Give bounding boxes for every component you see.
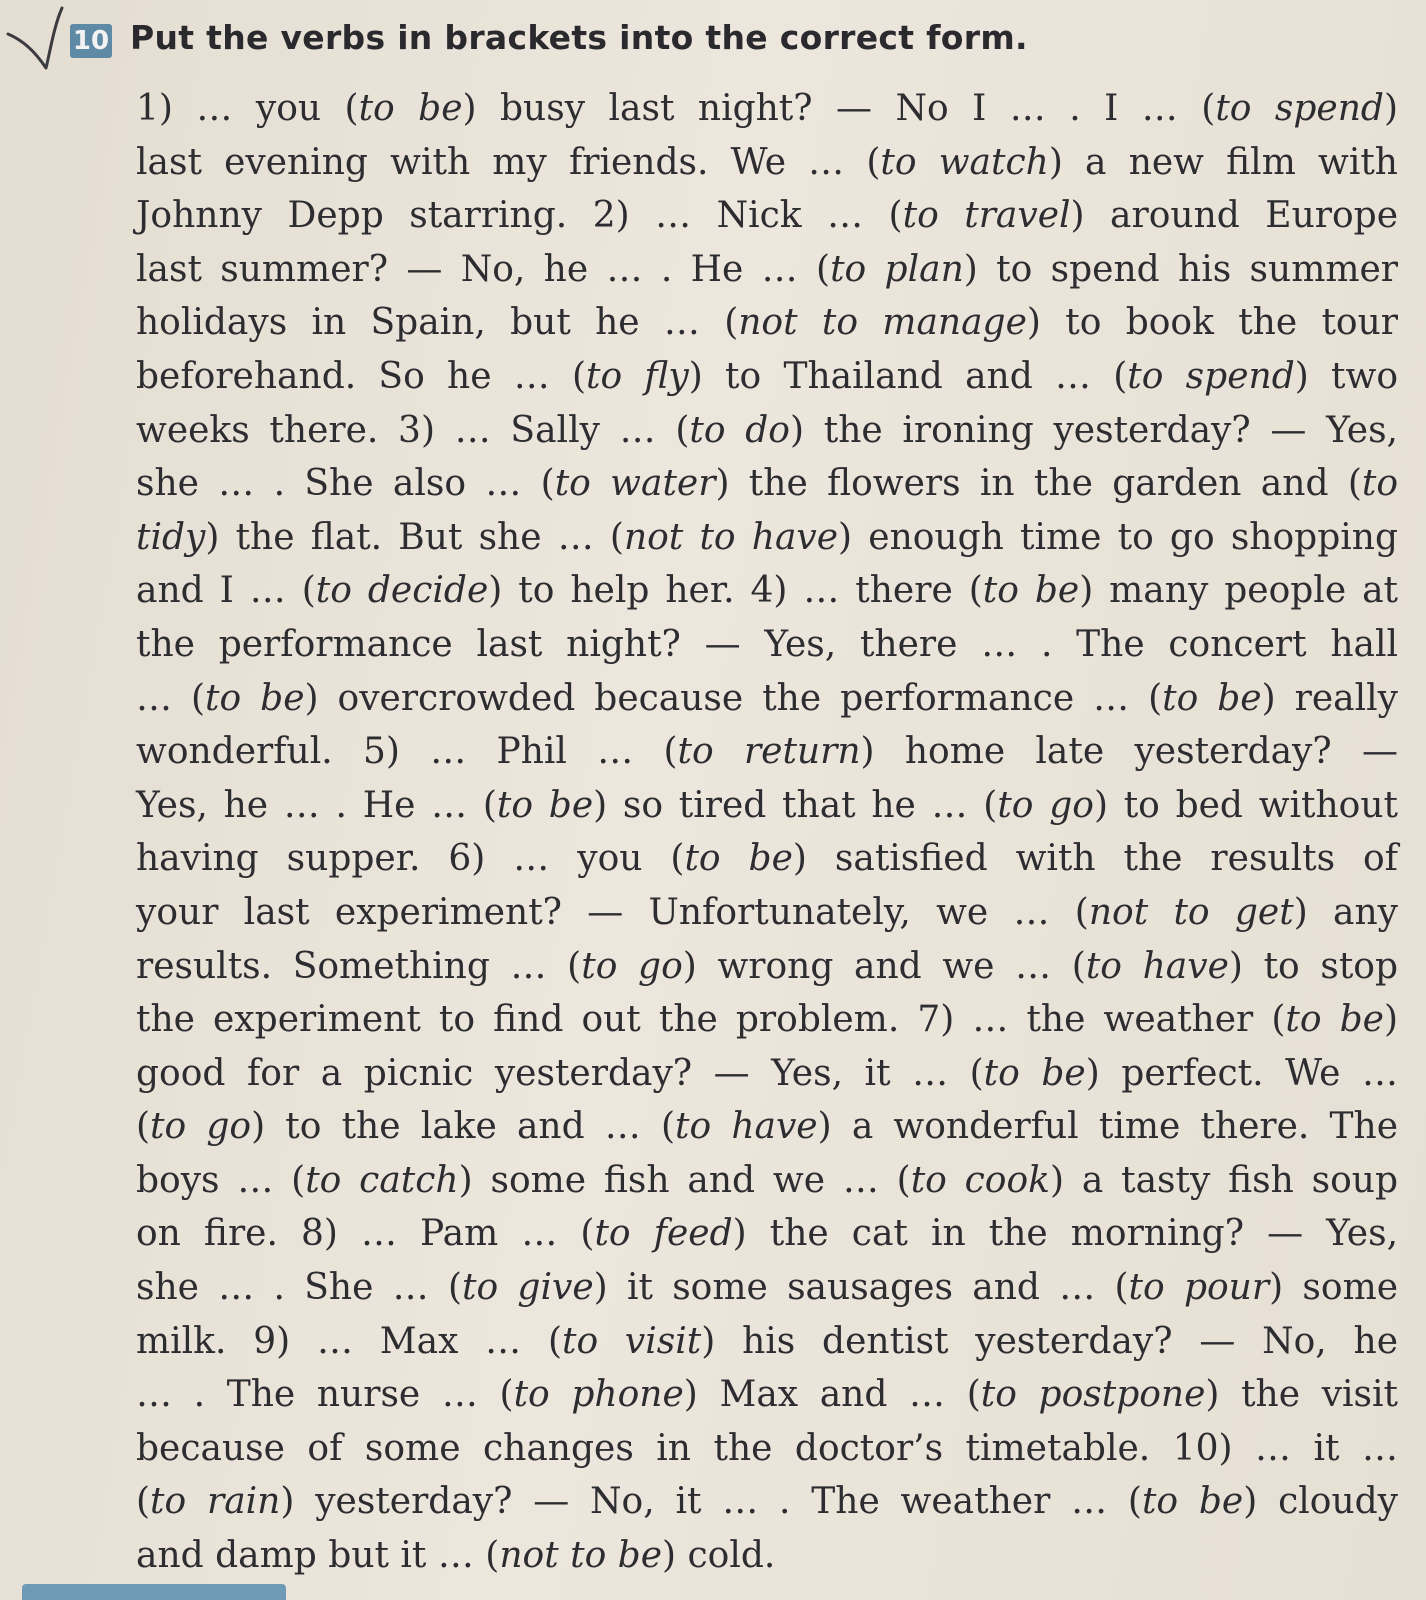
text-segment: boys … ( [136, 1159, 306, 1201]
text-line [136, 886, 1398, 940]
text-segment: beforehand. So he … ( [136, 355, 587, 397]
text-segment: Johnny Depp starring. 2) … Nick … ( [136, 195, 903, 237]
text-segment: ) to stop [1228, 945, 1399, 987]
verb-hint: to rain [150, 1481, 281, 1523]
verb-hint: to visit [562, 1320, 702, 1362]
text-segment: ) two [1294, 355, 1398, 397]
verb-hint: to be [1162, 677, 1262, 719]
text-segment: last summer? — No, he … . He … ( [136, 248, 831, 290]
page-edge-tab [22, 1584, 286, 1600]
text-segment: milk. 9) … Max … ( [136, 1320, 562, 1362]
text-line [136, 189, 1398, 243]
text-segment: ) to help her. 4) … there ( [488, 570, 983, 612]
verb-hint: to be [496, 784, 594, 826]
text-segment: she … . She … ( [136, 1267, 462, 1309]
text-segment: weeks there. 3) … Sally … ( [136, 409, 690, 451]
text-line [136, 1368, 1398, 1422]
text-segment: ( [136, 1106, 151, 1148]
text-segment: ) some [1269, 1267, 1399, 1309]
text-line [136, 1100, 1398, 1154]
text-segment: … . The nurse … ( [136, 1374, 514, 1416]
text-line [136, 82, 1398, 136]
text-segment: ) busy last night? — No I … . I … ( [462, 88, 1216, 129]
text-segment: Yes, he … . He … ( [136, 784, 497, 826]
text-line [136, 243, 1398, 297]
text-line [136, 1529, 1398, 1583]
text-segment: ) the cat in the morning? — Yes, [732, 1213, 1399, 1255]
text-segment: ) to spend his summer [963, 248, 1399, 290]
verb-hint: to give [462, 1267, 594, 1309]
text-segment: ) the ironing yesterday? — Yes, [789, 409, 1398, 451]
verb-hint: to travel [902, 195, 1071, 237]
verb-hint: to watch [880, 141, 1049, 183]
verb-hint: to postpone [980, 1374, 1206, 1416]
text-line [136, 993, 1398, 1047]
exercise-number-badge: 10 [70, 24, 112, 58]
text-segment: ) cloudy [1243, 1481, 1399, 1523]
text-segment: the performance last night? — Yes, there … . The concert hall [136, 623, 1398, 665]
verb-hint: not to have [623, 516, 839, 558]
text-line [136, 1422, 1398, 1476]
text-segment: ) really [1261, 677, 1398, 719]
text-segment: ) to the lake and … ( [251, 1106, 676, 1148]
text-segment: ) any [1293, 891, 1398, 933]
verb-hint: to have [1085, 945, 1229, 987]
verb-hint: tidy [136, 516, 206, 558]
exercise-text [136, 82, 1398, 1583]
verb-hint: to be [684, 838, 793, 880]
text-segment: ) satisfied with the results of [792, 838, 1399, 880]
verb-hint: to go [997, 784, 1094, 826]
text-line [136, 136, 1398, 190]
text-segment: ) to Thailand and … ( [688, 355, 1128, 397]
text-line [136, 1207, 1398, 1261]
text-segment: good for a picnic yesterday? — Yes, it … ( [136, 1052, 984, 1094]
text-segment: your last experiment? — Unfortunately, we … ( [136, 891, 1089, 933]
text-line [136, 511, 1398, 565]
verb-hint: to be [205, 677, 305, 719]
verb-hint: to be [358, 88, 463, 129]
text-segment: ) a tasty fish soup [1049, 1159, 1398, 1201]
text-line [136, 832, 1398, 886]
verb-hint: to [1361, 463, 1399, 505]
text-segment: and I … ( [136, 570, 316, 612]
verb-hint: to be [982, 570, 1080, 612]
text-segment: 1) … you ( [136, 88, 359, 129]
text-segment: and damp but it … ( [136, 1535, 500, 1577]
text-line [136, 1475, 1398, 1529]
text-segment: ) overcrowded because the performance … ( [304, 677, 1163, 719]
verb-hint: to pour [1128, 1267, 1270, 1309]
text-segment: ) to bed without [1093, 784, 1399, 826]
verb-hint: to be [1141, 1481, 1244, 1523]
text-segment: ) home late yesterday? — [860, 731, 1398, 773]
verb-hint: to catch [305, 1159, 459, 1201]
text-segment: ) to book the tour [1026, 302, 1398, 344]
text-segment: ) Max and … ( [683, 1374, 981, 1416]
text-line [136, 725, 1398, 779]
text-line [136, 1154, 1398, 1208]
text-segment: she … . She also … ( [136, 463, 555, 505]
verb-hint: to water [554, 463, 716, 505]
verb-hint: to go [581, 945, 683, 987]
verb-hint: to feed [594, 1213, 733, 1255]
text-segment: … ( [136, 677, 206, 719]
text-segment: ) the visit [1205, 1374, 1399, 1416]
text-segment: having supper. 6) … you ( [136, 838, 685, 880]
text-segment: ) the flowers in the garden and ( [715, 463, 1362, 505]
text-line [136, 940, 1398, 994]
text-segment: ) many people at [1079, 570, 1398, 612]
text-segment: results. Something … ( [136, 945, 582, 987]
text-segment: holidays in Spain, but he … ( [136, 302, 739, 344]
check-mark-icon [4, 6, 74, 76]
text-segment: on fire. 8) … Pam … ( [136, 1213, 595, 1255]
text-segment: ) [1383, 88, 1399, 129]
text-segment: ) around Europe [1070, 195, 1398, 237]
text-segment: ) cold. [662, 1535, 776, 1577]
text-segment: ) enough time to go shopping [838, 516, 1398, 558]
text-line [136, 564, 1398, 618]
text-line [136, 1047, 1398, 1101]
text-segment: ) some fish and we … ( [458, 1159, 911, 1201]
verb-hint: to spend [1215, 88, 1384, 129]
text-segment: ) wrong and we … ( [682, 945, 1086, 987]
verb-hint: to be [983, 1052, 1086, 1094]
text-segment: ) a new film with [1048, 141, 1398, 183]
verb-hint: to go [150, 1106, 252, 1148]
text-segment: last evening with my friends. We … ( [136, 141, 881, 183]
verb-hint: to fly [586, 355, 689, 397]
text-line [136, 404, 1398, 458]
text-segment: ) it some sausages and … ( [593, 1267, 1129, 1309]
text-line [136, 672, 1398, 726]
text-segment: ) so tired that he … ( [593, 784, 998, 826]
text-line [136, 618, 1398, 672]
verb-hint: to plan [830, 248, 964, 290]
verb-hint: to cook [910, 1159, 1050, 1201]
verb-hint: to be [1285, 999, 1384, 1041]
verb-hint: to do [689, 409, 790, 451]
text-segment: ) the flat. But she … ( [205, 516, 624, 558]
text-line [136, 350, 1398, 404]
text-segment: because of some changes in the doctor’s timetable. 10) … it … [136, 1427, 1398, 1469]
text-segment: ) perfect. We … [1085, 1052, 1398, 1094]
text-line [136, 457, 1398, 511]
verb-hint: to have [675, 1106, 818, 1148]
text-segment: ) a wonderful time there. The [817, 1106, 1399, 1148]
text-segment: ) yesterday? — No, it … . The weather … ( [280, 1481, 1142, 1523]
verb-hint: to decide [315, 570, 489, 612]
verb-hint: not to be [499, 1535, 663, 1577]
verb-hint: not to manage [738, 302, 1027, 344]
text-line [136, 779, 1398, 833]
verb-hint: to return [677, 731, 861, 773]
text-segment: ) [1383, 999, 1399, 1041]
text-line [136, 1261, 1398, 1315]
text-line [136, 296, 1398, 350]
text-segment: wonderful. 5) … Phil … ( [136, 731, 678, 773]
text-line [136, 1315, 1398, 1369]
verb-hint: to phone [513, 1374, 684, 1416]
verb-hint: not to get [1088, 891, 1294, 933]
text-segment: ) his dentist yesterday? — No, he [701, 1320, 1399, 1362]
verb-hint: to spend [1127, 355, 1295, 397]
text-segment: the experiment to find out the problem. 7) … the weather ( [136, 999, 1286, 1041]
text-segment: ( [136, 1481, 151, 1523]
exercise-instruction: Put the verbs in brackets into the correct form. [130, 18, 1028, 57]
